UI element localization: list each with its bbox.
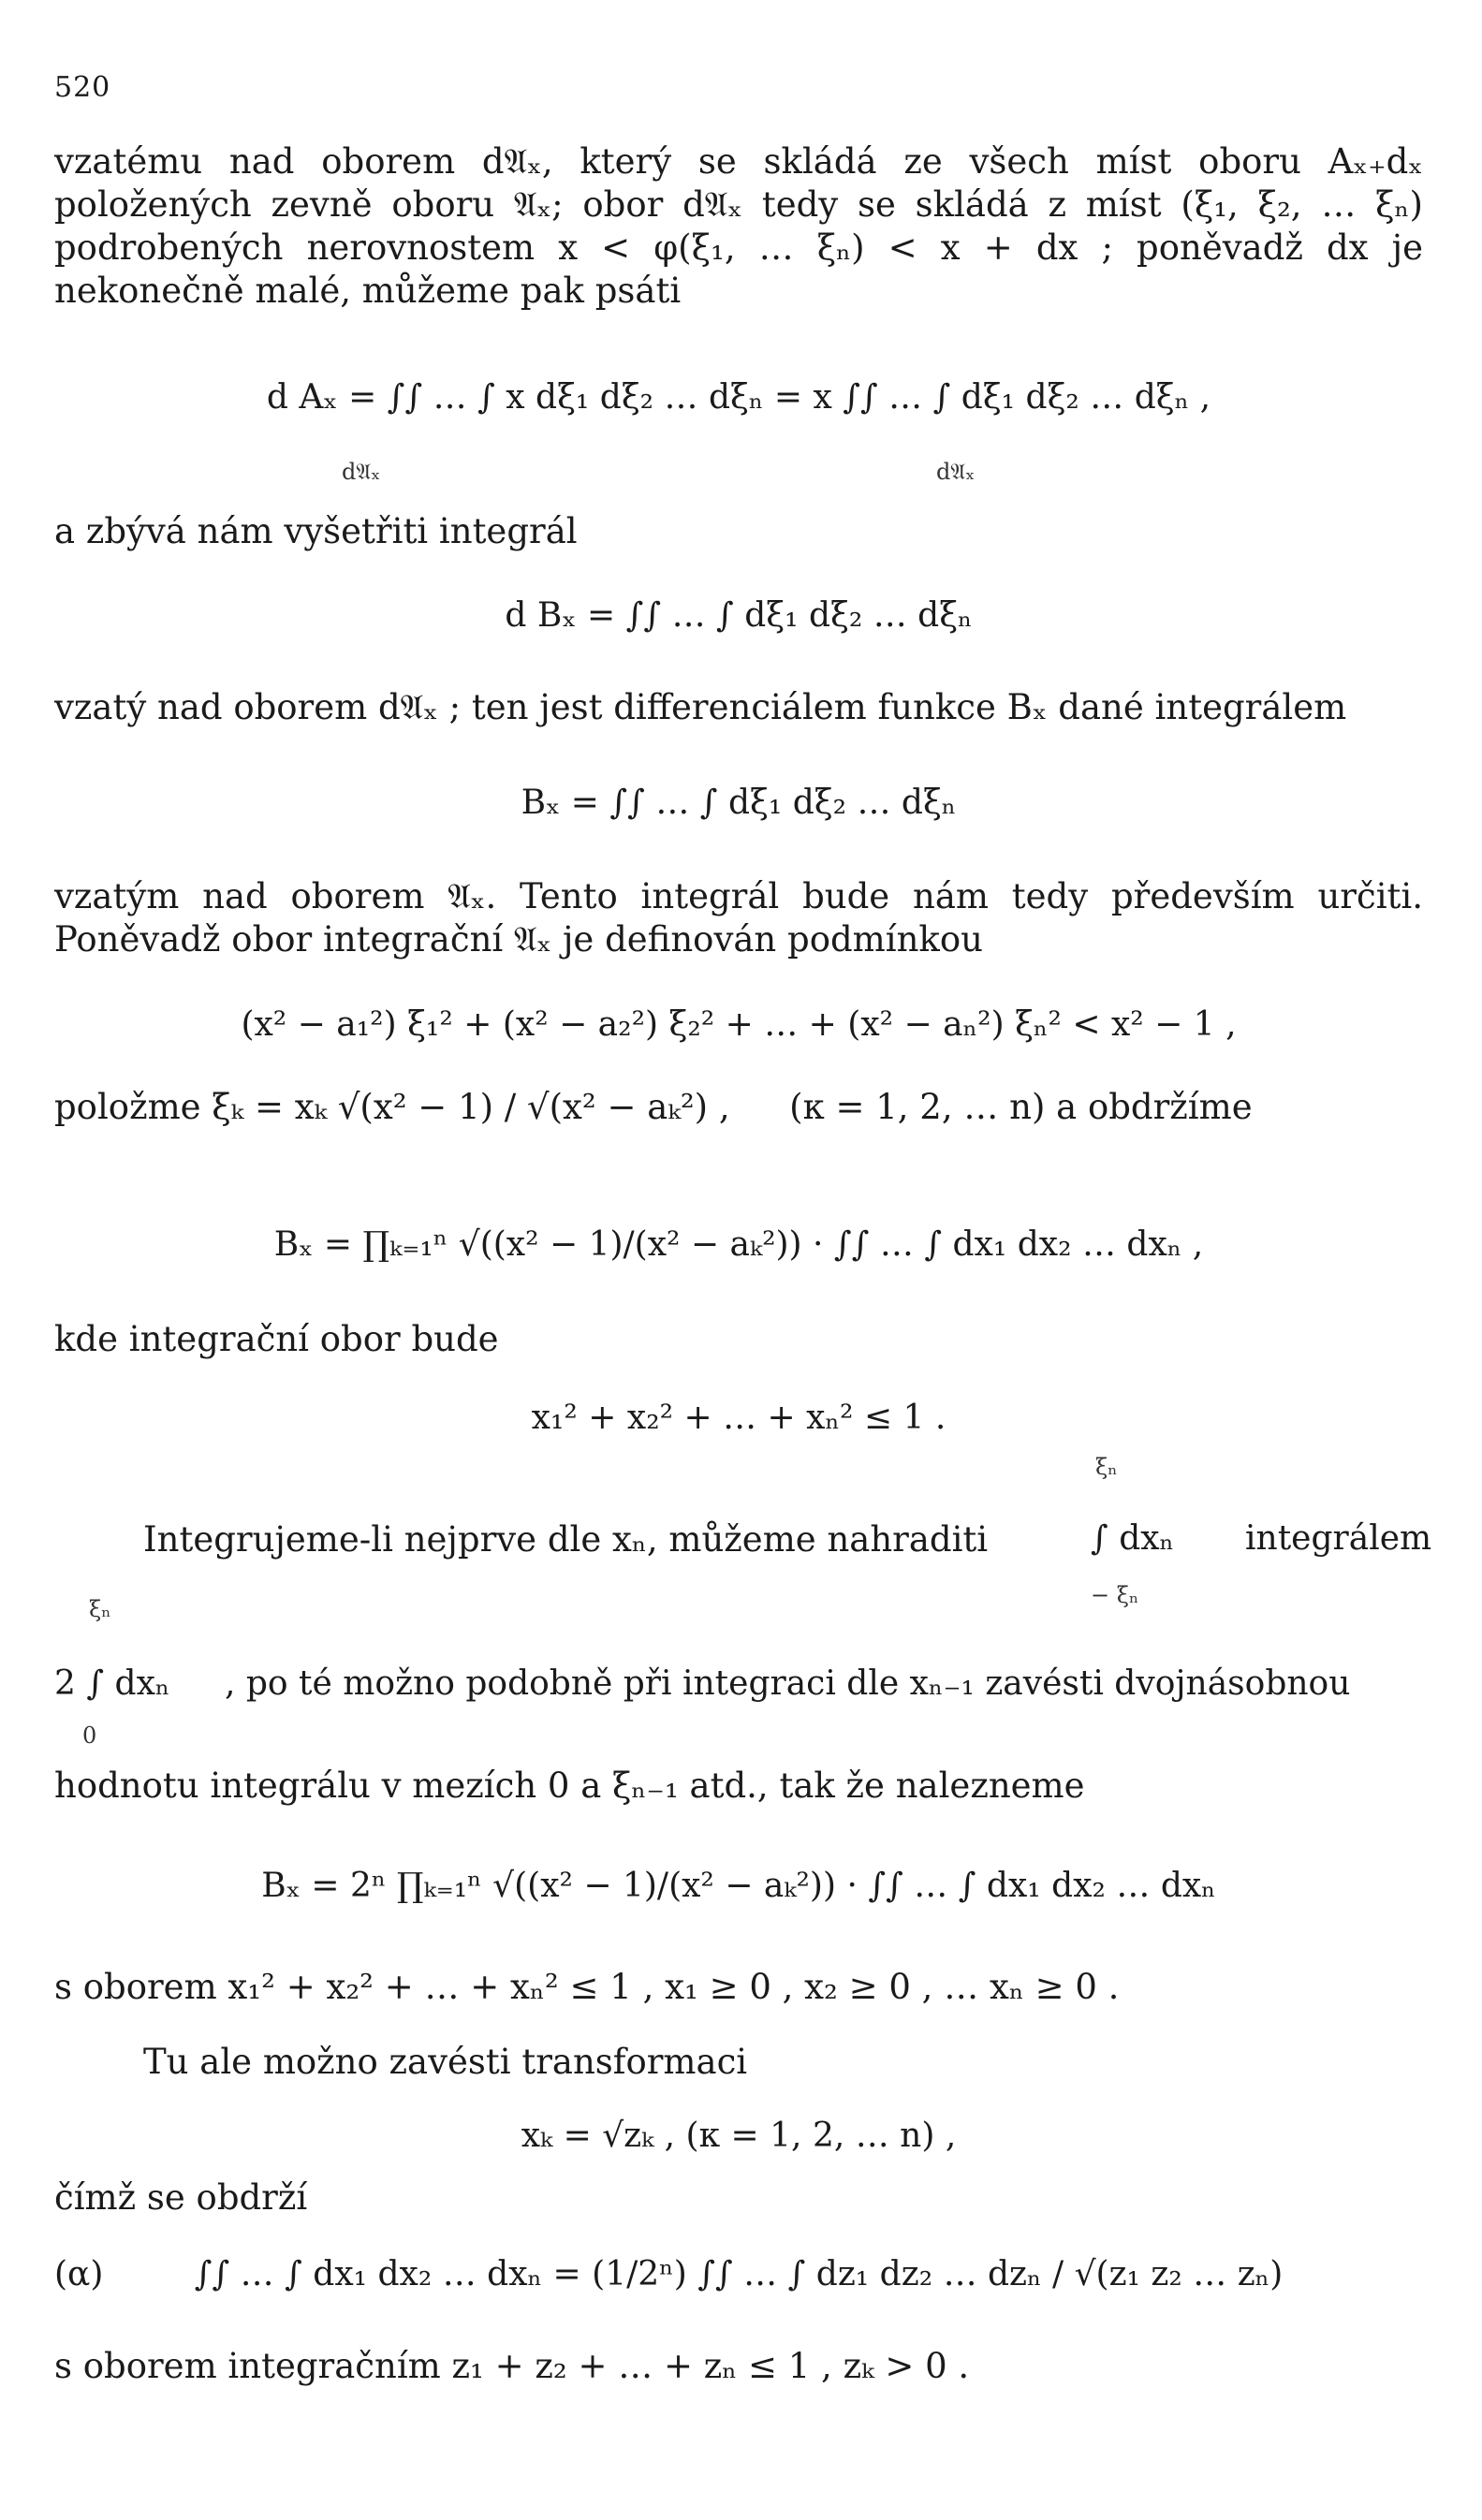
paragraph-5 bbox=[54, 1086, 1423, 1129]
equation-condition: (x² − a₁²) ξ₁² + (x² − a₂²) ξ₂² + … + (x² − aₙ²) ξₙ² < x² − 1 , bbox=[241, 1005, 1237, 1044]
paragraph-7a: Integrujeme-li nejprve dle xₙ, můžeme nahraditi bbox=[143, 1519, 989, 1560]
paragraph-11: s oborem integračním z₁ + z₂ + … + zₙ ≤ 1 , zₖ > 0 . bbox=[54, 2346, 970, 2386]
paragraph-10: čímž se obdrží bbox=[54, 2177, 308, 2218]
equation-Bx-product: Bₓ = ∏ₖ₌₁ⁿ √((x² − 1)/(x² − aₖ²)) · ∫∫ … ∫ dx₁ dx₂ … dxₙ , bbox=[273, 1225, 1204, 1264]
paragraph-3: vzatý nad oborem d𝔄ₓ ; ten jest differenciálem funkce Bₓ dané integrálem bbox=[54, 687, 1347, 727]
p7a-lower-limit: − ξₙ bbox=[1091, 1582, 1139, 1608]
equation-domain-ball: x₁² + x₂² + … + xₙ² ≤ 1 . bbox=[531, 1399, 946, 1437]
paragraph-1: vzatému nad oborem d𝔄ₓ, který se skládá ze všech míst oboru Aₓ₊dₓ položených zevně oboru 𝔄ₓ; obor d𝔄ₓ tedy se skládá z míst (ξ₁, ξ₂, … ξₙ) podrobených nerovnostem x < φ(ξ₁, … ξₙ) < x + dx ; poněvadž dx je nekonečně malé, můžeme pak psáti bbox=[54, 141, 1423, 311]
p7a-end-text: integrálem bbox=[1245, 1519, 1432, 1558]
paragraph-8: s oborem x₁² + x₂² + … + xₙ² ≤ 1 , x₁ ≥ 0 , x₂ ≥ 0 , … xₙ ≥ 0 . bbox=[54, 1967, 1120, 2007]
p7b-upper-limit: ξₙ bbox=[89, 1596, 111, 1622]
equation-alpha-body: ∫∫ … ∫ dx₁ dx₂ … dxₙ = (1/2ⁿ) ∫∫ … ∫ dz₁ dz₂ … dzₙ / √(z₁ z₂ … zₙ) bbox=[194, 2255, 1284, 2293]
equation-alpha-tag: (α) bbox=[54, 2255, 104, 2293]
page-number: 520 bbox=[54, 71, 111, 104]
equation-dAx-domain-2: d𝔄ₓ bbox=[936, 459, 976, 485]
equation-Bx: Bₓ = ∫∫ … ∫ dξ₁ dξ₂ … dξₙ bbox=[521, 784, 957, 822]
paragraph-9: Tu ale možno zavésti transformaci bbox=[143, 2042, 748, 2082]
equation-dBx: d Bₓ = ∫∫ … ∫ dξ₁ dξ₂ … dξₙ bbox=[505, 596, 973, 635]
p7a-upper-limit: ξₙ bbox=[1095, 1454, 1118, 1480]
substitution-range: (κ = 1, 2, … n) a obdržíme bbox=[789, 1087, 1253, 1127]
equation-dAx: d Aₓ = ∫∫ … ∫ x dξ₁ dξ₂ … dξₙ = x ∫∫ … ∫ dξ₁ dξ₂ … dξₙ , bbox=[266, 378, 1211, 417]
equation-Bx-2n: Bₓ = 2ⁿ ∏ₖ₌₁ⁿ √((x² − 1)/(x² − aₖ²)) · ∫∫ … ∫ dx₁ dx₂ … dxₙ bbox=[261, 1867, 1216, 1905]
equation-alpha bbox=[54, 2247, 1423, 2303]
paragraph-4: vzatým nad oborem 𝔄ₓ. Tento integrál bude nám tedy především určiti. Poněvadž obor integrační 𝔄ₓ je definován podmínkou bbox=[54, 876, 1423, 960]
p7b-lower-limit: 0 bbox=[82, 1722, 97, 1749]
substitution-xi: položme ξₖ = xₖ √(x² − 1) / √(x² − aₖ²) , bbox=[54, 1087, 730, 1127]
paragraph-7b: , po té možno podobně při integraci dle xₙ₋₁ zavésti dvojnásobnou bbox=[225, 1664, 1351, 1703]
p7b-integral: 2 ∫ dxₙ bbox=[54, 1664, 170, 1703]
paragraph-6: kde integrační obor bude bbox=[54, 1319, 499, 1359]
equation-transformation: xₖ = √zₖ , (κ = 1, 2, … n) , bbox=[521, 2117, 957, 2155]
paragraph-7c: hodnotu integrálu v mezích 0 a ξₙ₋₁ atd., tak že nalezneme bbox=[54, 1765, 1085, 1806]
p7a-integral: ∫ dxₙ bbox=[1091, 1519, 1175, 1558]
paragraph-2: a zbývá nám vyšetřiti integrál bbox=[54, 511, 578, 551]
equation-dAx-domain-1: d𝔄ₓ bbox=[342, 459, 381, 485]
